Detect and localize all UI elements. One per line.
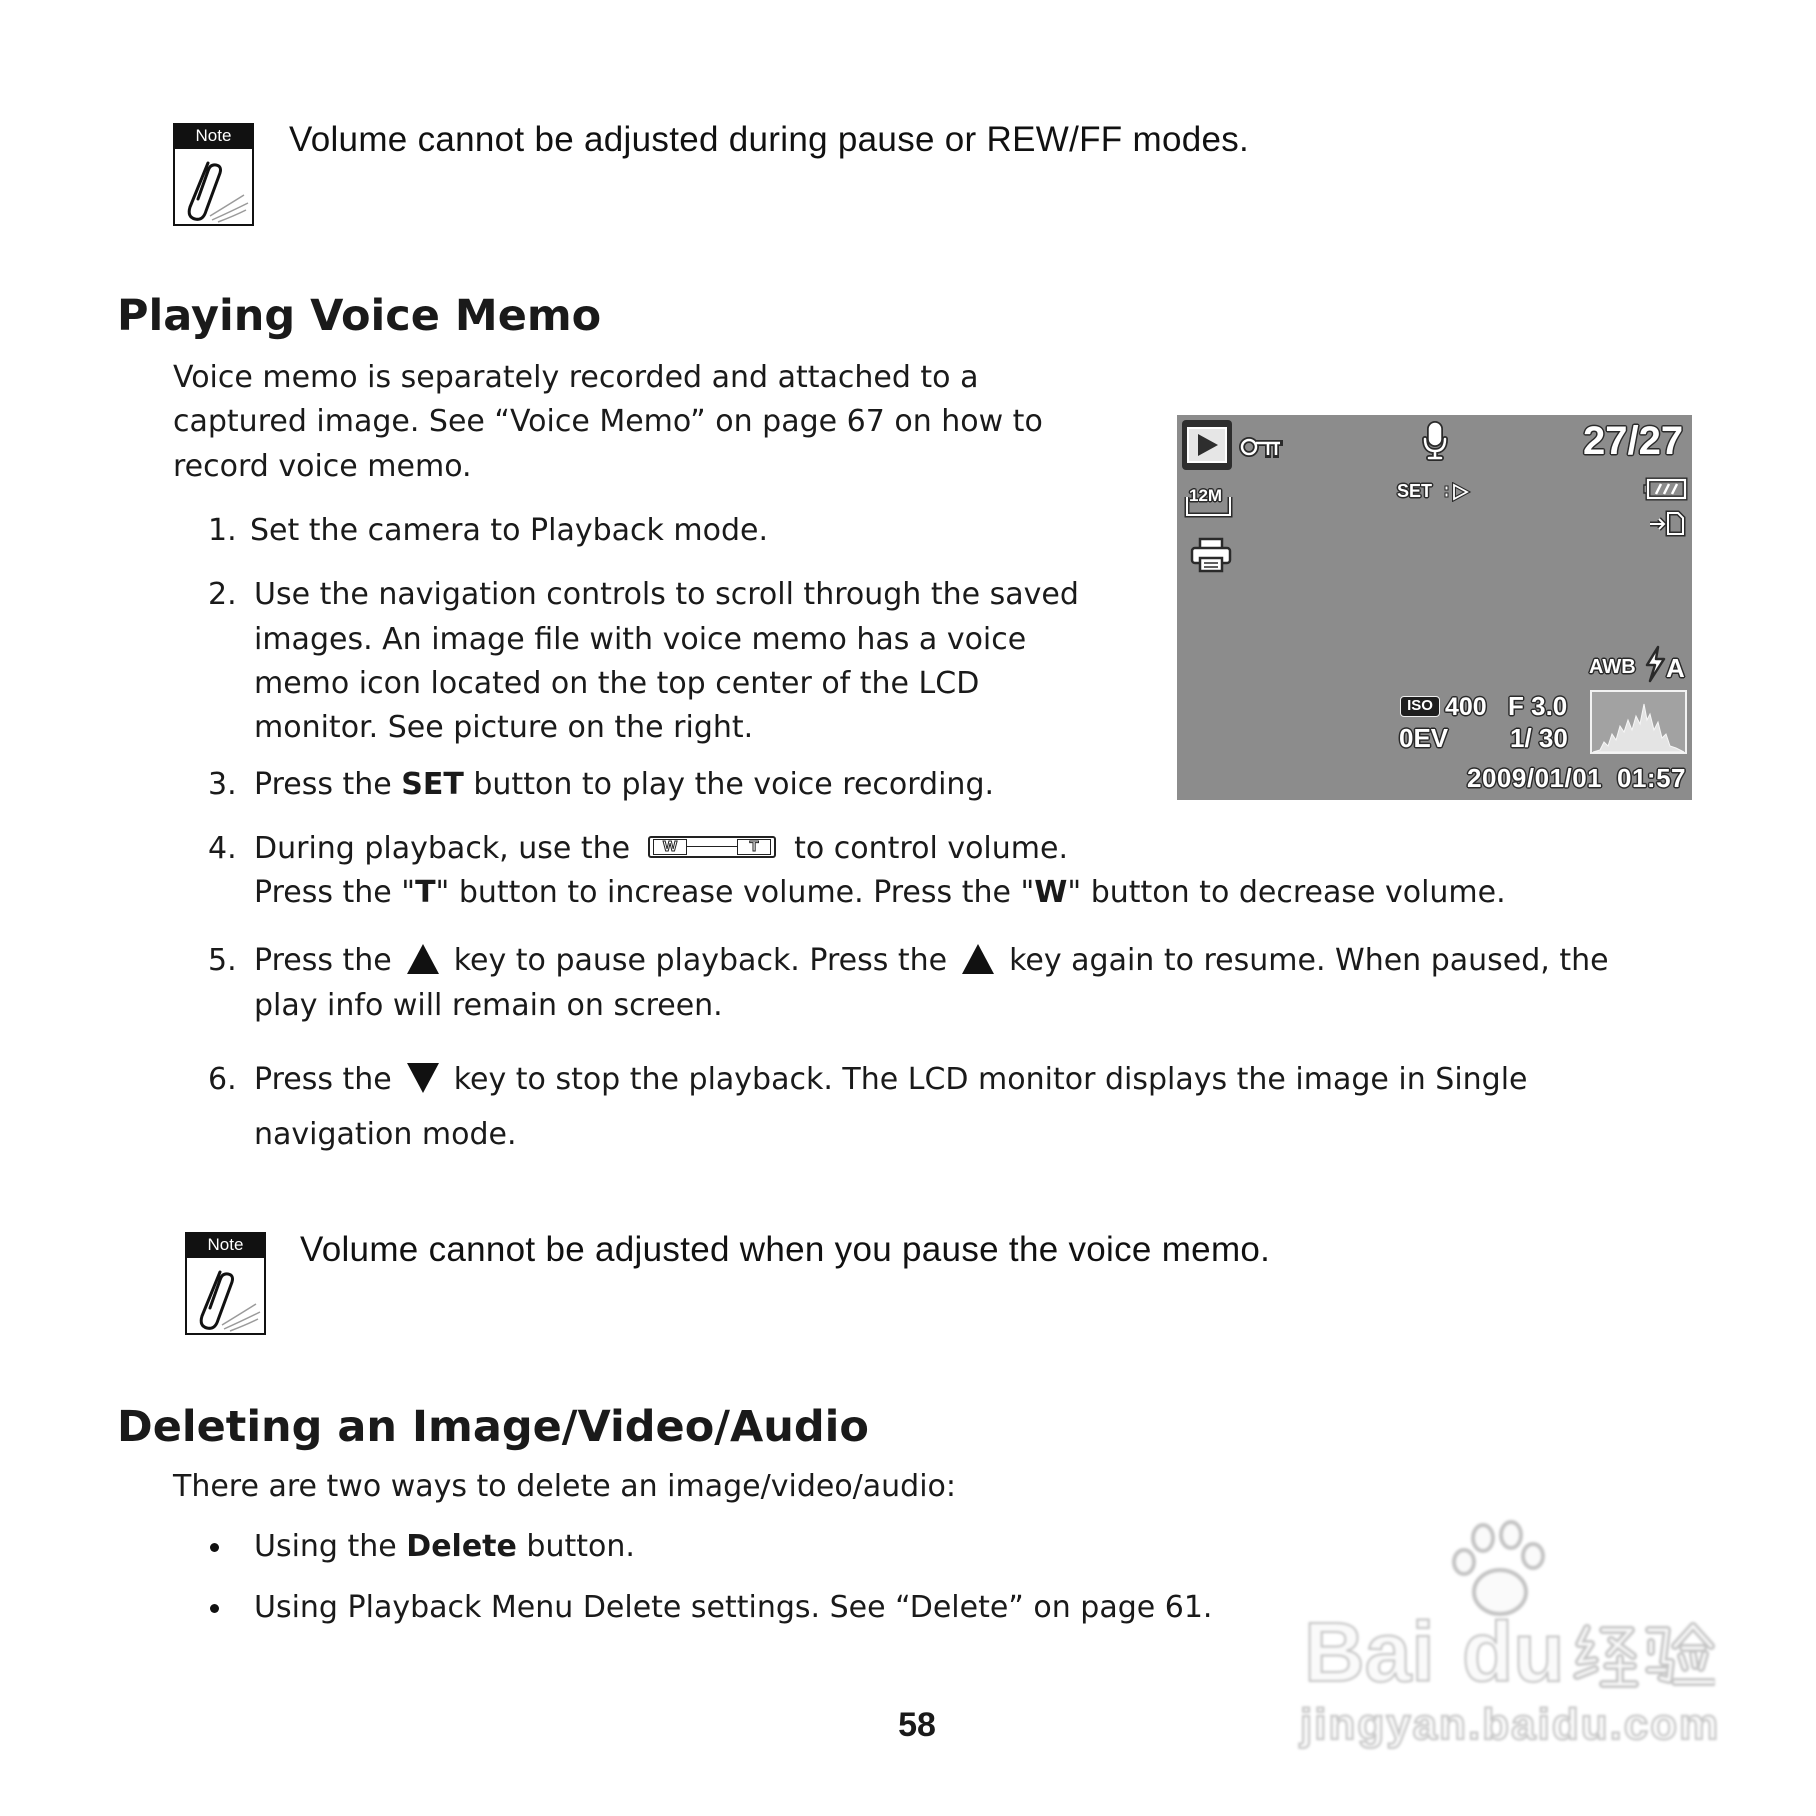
step-text-segment: Press the xyxy=(254,1062,392,1097)
step-text-segment: " button to increase volume. Press the " xyxy=(435,875,1035,910)
step-text-segment: button to play the voice recording. xyxy=(463,767,995,802)
step-text: memo icon located on the top center of the LCD xyxy=(254,666,980,701)
step-number: 1. xyxy=(208,513,237,548)
zoom-lever-icon xyxy=(648,836,776,858)
step-text-segment: key to stop the playback. The LCD monitor displays the image in Single xyxy=(453,1062,1528,1097)
note-text: Volume cannot be adjusted when you pause the voice memo. xyxy=(300,1230,1271,1269)
file-count: 27/27 xyxy=(1583,419,1684,463)
deleting-intro: There are two ways to delete an image/video/audio: xyxy=(173,1469,957,1504)
step-text-segment: to control volume. xyxy=(794,831,1068,866)
up-key-icon xyxy=(406,943,440,975)
step-text xyxy=(254,871,1506,915)
list-item-segment: Using the xyxy=(254,1529,407,1564)
w-button-label: W xyxy=(1034,875,1068,910)
step-number: 2. xyxy=(208,577,237,612)
bullet-icon xyxy=(210,1543,219,1552)
step-number: 6. xyxy=(208,1062,237,1097)
step-text: Use the navigation controls to scroll through the saved xyxy=(254,577,1079,612)
step-text: monitor. See picture on the right. xyxy=(254,710,754,745)
note-label: Note xyxy=(195,126,232,145)
note-icon xyxy=(185,1232,266,1335)
step-text xyxy=(254,827,1068,871)
lcd-screen-illustration xyxy=(1177,415,1692,800)
shutter-value: 1/ 30 xyxy=(1510,723,1568,753)
intro-line: record voice memo. xyxy=(173,449,472,484)
step-text-segment: Press the " xyxy=(254,875,416,910)
note-icon xyxy=(173,123,254,226)
step-text xyxy=(254,763,994,807)
bullet-icon xyxy=(210,1604,219,1613)
watermark-brand: Bai xyxy=(1304,1605,1435,1699)
note-text: Volume cannot be adjusted during pause or REW/FF modes. xyxy=(289,120,1250,159)
intro-line: captured image. See “Voice Memo” on page 67 on how to xyxy=(173,404,1043,439)
delete-button-label: Delete xyxy=(406,1529,517,1564)
play-pause-hint-icon xyxy=(1443,482,1473,502)
histogram xyxy=(1590,690,1687,754)
step-number: 3. xyxy=(208,767,237,802)
print-icon xyxy=(1190,537,1232,573)
step-number: 4. xyxy=(208,831,237,866)
capture-date: 2009/01/01 xyxy=(1467,763,1603,793)
memory-card-icon xyxy=(1648,509,1686,537)
zoom-w-key: W xyxy=(653,839,687,855)
down-key-icon xyxy=(406,1062,440,1094)
list-item xyxy=(254,1525,635,1569)
step-text: play info will remain on screen. xyxy=(254,988,723,1023)
step-text-segment: " button to decrease volume. xyxy=(1067,875,1506,910)
step-text-segment: During playback, use the xyxy=(254,831,631,866)
zoom-lever-track xyxy=(687,846,737,847)
step-text xyxy=(254,1058,1528,1102)
step-text: Set the camera to Playback mode. xyxy=(250,513,769,548)
resolution-label: 12M xyxy=(1189,486,1223,505)
step-text xyxy=(254,939,1609,983)
step-text-segment: Press the xyxy=(254,943,392,978)
section-heading-deleting: Deleting an Image/Video/Audio xyxy=(117,1402,869,1452)
step-text: images. An image file with voice memo has a voice xyxy=(254,622,1027,657)
intro-line: Voice memo is separately recorded and attached to a xyxy=(173,360,979,395)
capture-time: 01:57 xyxy=(1617,763,1686,793)
set-button-label: SET xyxy=(401,767,464,802)
list-item: Using Playback Menu Delete settings. See “Delete” on page 61. xyxy=(254,1590,1213,1625)
resolution-indicator xyxy=(1183,485,1235,519)
zoom-t-key: T xyxy=(737,839,771,855)
playback-mode-icon xyxy=(1181,419,1233,471)
iso-badge: ISO xyxy=(1400,696,1440,717)
flash-icon xyxy=(1643,645,1667,683)
exposure-value: 0EV xyxy=(1399,723,1449,753)
voice-memo-icon xyxy=(1420,421,1450,461)
aperture-value: F 3.0 xyxy=(1508,691,1568,721)
flash-mode: A xyxy=(1666,653,1685,683)
watermark-brand: du xyxy=(1462,1605,1565,1699)
t-button-label: T xyxy=(415,875,436,910)
step-text-segment: Press the xyxy=(254,767,402,802)
step-text: navigation mode. xyxy=(254,1117,517,1152)
list-item-segment: button. xyxy=(516,1529,635,1564)
protect-key-icon xyxy=(1239,433,1283,461)
watermark-url: jingyan.baidu.com xyxy=(1300,1700,1721,1749)
section-heading-playing-voice-memo: Playing Voice Memo xyxy=(117,291,602,341)
battery-icon xyxy=(1642,477,1688,501)
white-balance: AWB xyxy=(1589,656,1636,678)
page-number: 58 xyxy=(898,1706,936,1744)
iso-value: 400 xyxy=(1445,693,1487,721)
step-text-segment: key to pause playback. Press the xyxy=(453,943,948,978)
set-label: SET xyxy=(1397,481,1433,501)
watermark-jingyan-logo-icon xyxy=(1573,1622,1715,1692)
step-text-segment: key again to resume. When paused, the xyxy=(1009,943,1609,978)
up-key-icon xyxy=(961,943,995,975)
step-number: 5. xyxy=(208,943,237,978)
note-label: Note xyxy=(207,1235,244,1254)
